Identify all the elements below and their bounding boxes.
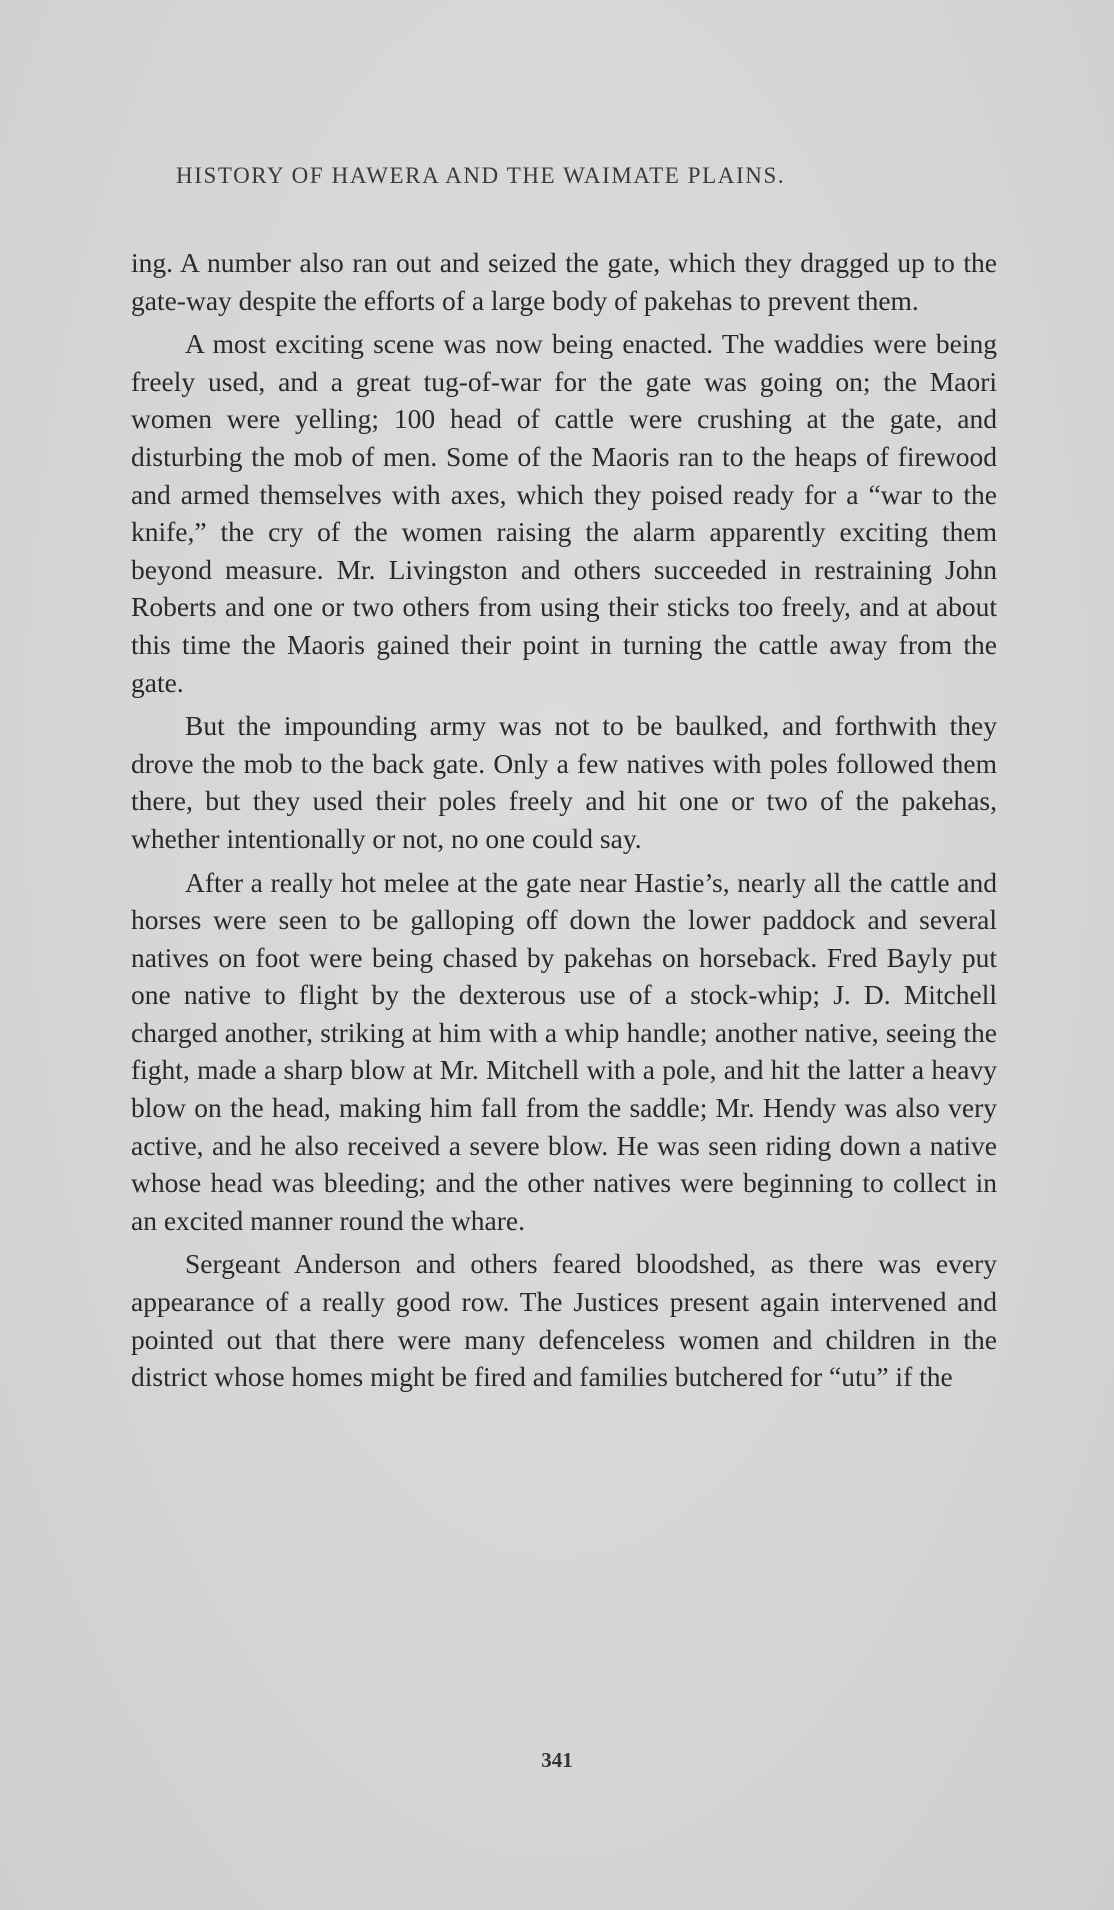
paragraph: A most exciting scene was now being enacted. The waddies were being freely used, and a great tug-of-war for the gate was going on; the Maori women were yelling; 100 head of cattle were crushing at the gate, and disturbing the mob of men. Some of the Maoris ran to the heaps of firewood and armed themselves with axes, which they poised ready for a “war to the knife,” the cry of the women raising the alarm apparently exciting them beyond measure. Mr. Livingston and others succeeded in restraining John Roberts and one or two others from using their sticks too freely, and at about this time the Maoris gained their point in turning the cattle away from the gate. xyxy=(131,328,997,698)
paragraph: After a really hot melee at the gate near Hastie’s, nearly all the cattle and horses were seen to be galloping off down the lower paddock and several natives on foot were being chased by pakehas on horseback. Fred Bayly put one native to flight by the dexterous use of a stock-whip; J. D. Mitchell charged another, striking at him with a whip handle; another native, seeing the fight, made a sharp blow at Mr. Mitchell with a pole, and hit the latter a heavy blow on the head, making him fall from the saddle; Mr. Hendy was also very active, and he also received a severe blow. He was seen riding down a native whose head was bleeding; and the other natives were beginning to collect in an excited manner round the whare. xyxy=(131,866,997,1236)
body-text xyxy=(131,244,997,1396)
page-number: 341 xyxy=(541,1748,573,1772)
paragraph: ing. A number also ran out and seized the gate, which they dragged up to the gate-way despite the efforts of a large body of pakehas to prevent them. xyxy=(131,247,997,316)
paragraph: Sergeant Anderson and others feared bloodshed, as there was every appearance of a really good row. The Justices present again intervened and pointed out that there were many defenceless women and children in the district whose homes might be fired and families butchered for “utu” if the xyxy=(131,1248,997,1393)
running-head: HISTORY OF HAWERA AND THE WAIMATE PLAINS. xyxy=(176,163,786,188)
paragraph: But the impounding army was not to be baulked, and forthwith they drove the mob to the back gate. Only a few natives with poles followed them there, but they used their poles freely and hit one or two of the pakehas, whether intentionally or not, no one could say. xyxy=(131,710,997,854)
